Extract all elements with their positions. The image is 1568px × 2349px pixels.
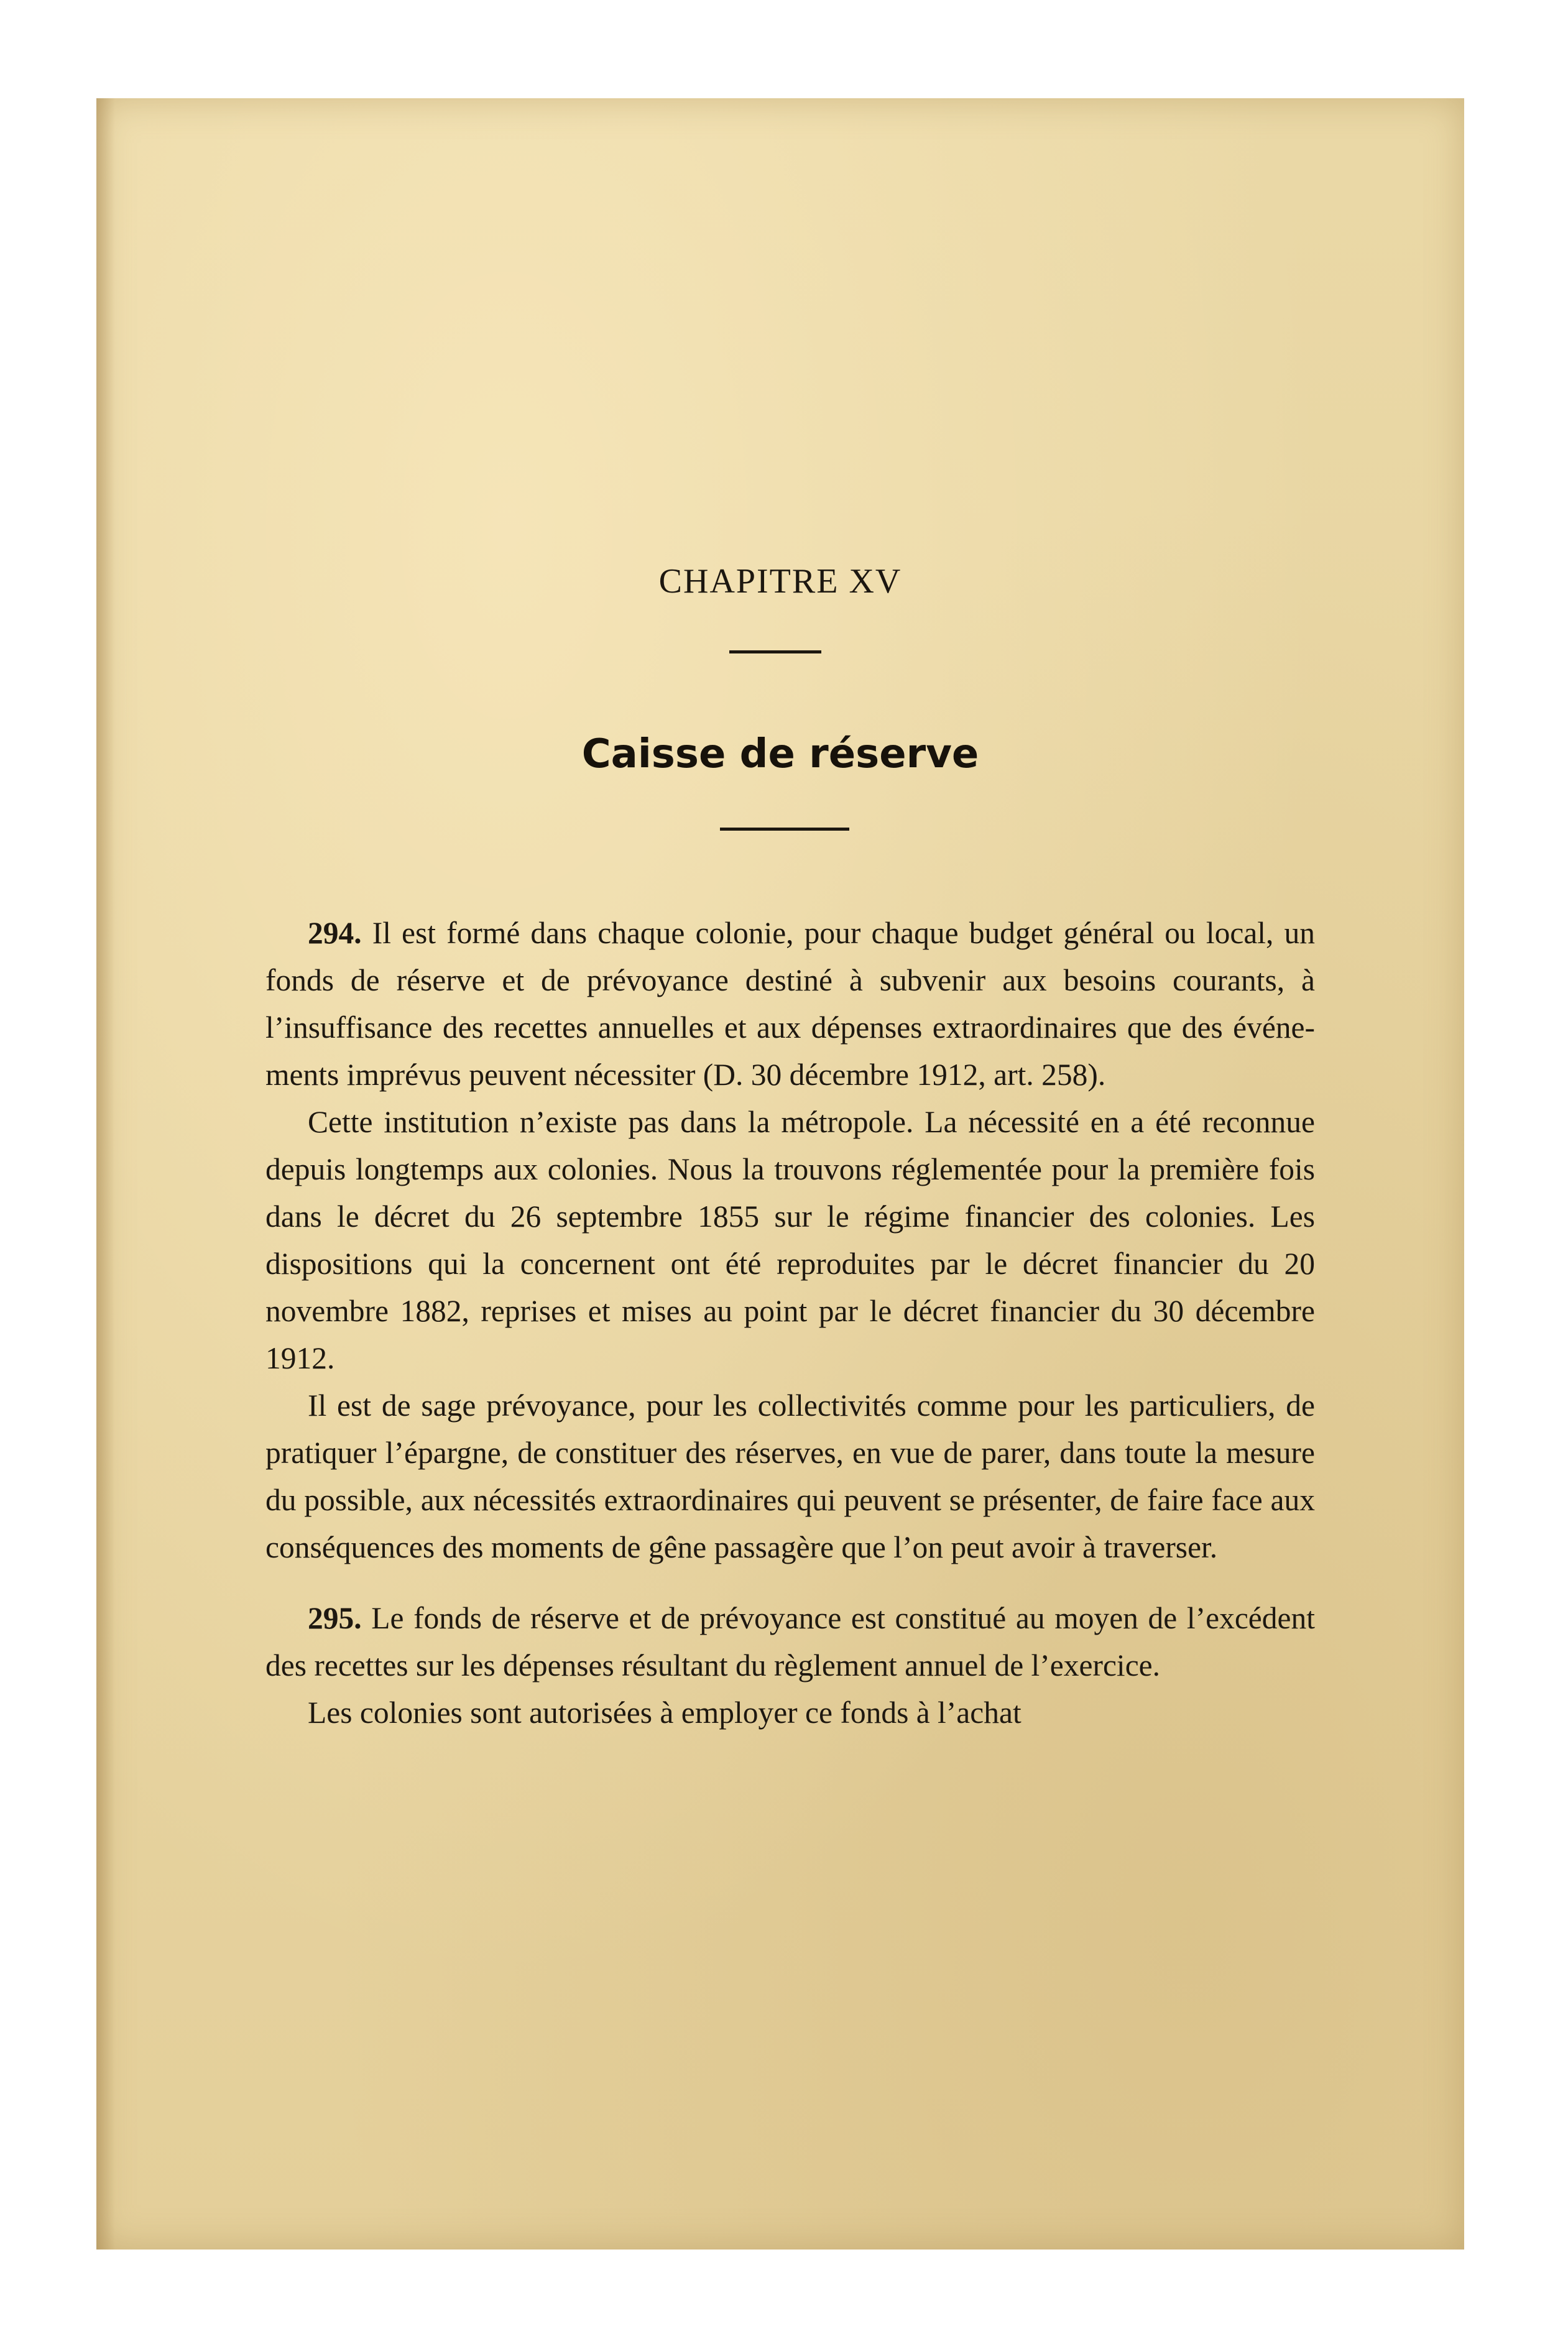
section-title: Caisse de réserve [581,731,979,777]
chapter-rule [729,650,821,653]
paragraph-text: Le fonds de réserve et de prévoyance est constitué au moyen de l’excédent des recettes sur les dépenses résultant du règlement annuel de l’exercice. [265,1601,1315,1682]
paragraph [265,1382,1315,1571]
paragraph-number: 295. [308,1601,362,1635]
chapter-heading: CHAPITRE XV [658,562,902,601]
paragraph-294 [265,910,1315,1099]
paragraph-text: Cette institution n’existe pas dans la métropole. La nécessité en a été reconnue depuis longtemps aux colonies. Nous la trouvons réglementée pour la première fois dans le décret du 26 septembre 1855 sur le régime financier des colonies. Les dispositions qui la concernent ont été reproduites par le décret financier du 20 novembre 1882, reprises et mises au point par le décret financier du 30 décembre 1912. [265,1105,1315,1375]
body-text [265,910,1315,1737]
paragraph-text: Il est formé dans chaque colonie, pour chaque budget général ou local, un fonds de réserve et de prévoyance destiné à subvenir aux besoins courants, à l’insuffisance des recettes annuelles et aux dépenses extraordinaires que des événements imprévus peuvent nécessiter (D. 30 décembre 1912, art. 258). [265,916,1316,1092]
paragraph-295 [265,1595,1315,1689]
book-page [96,98,1464,2250]
paragraph-text: Les colonies sont autorisées à employer ce fonds à l’achat [308,1696,1022,1730]
paragraph [265,1099,1315,1382]
title-rule [720,828,849,831]
paragraph [265,1689,1315,1737]
paragraph-text: Il est de sage prévoyance, pour les collectivités comme pour les particuliers, de pratiquer l’épargne, de constituer des réserves, en vue de parer, dans toute la mesure du possible, aux nécessités extraordinaires qui peuvent se présenter, de faire face aux conséquences des moments de gêne passagère que l’on peut avoir à traverser. [265,1388,1315,1564]
paragraph-number: 294. [308,916,362,950]
